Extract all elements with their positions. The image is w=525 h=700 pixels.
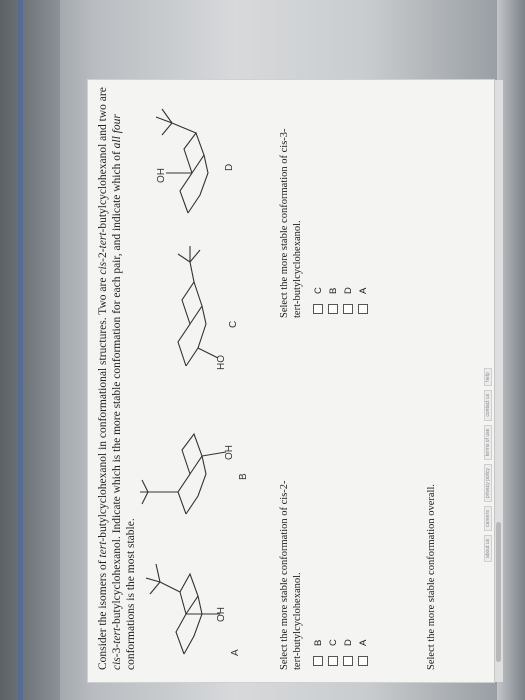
cis3-option[interactable]: A — [356, 118, 370, 318]
checkbox[interactable] — [313, 656, 323, 666]
footer-link[interactable]: privacy policy — [484, 464, 492, 502]
checkbox[interactable] — [328, 656, 338, 666]
checkbox[interactable] — [343, 656, 353, 666]
footer-link[interactable]: about us — [484, 535, 492, 562]
molecule-b — [140, 392, 249, 522]
molecule-label-d: D — [224, 163, 235, 171]
cis3-option[interactable]: C — [311, 118, 325, 318]
question-page — [88, 80, 494, 682]
checkbox[interactable] — [358, 304, 368, 314]
hydroxyl-label-d: OH — [156, 168, 167, 183]
cis2-option[interactable]: B — [311, 470, 325, 670]
molecule-d — [132, 87, 247, 227]
chair-structure-a — [146, 534, 236, 664]
cis2-option[interactable]: C — [326, 470, 340, 670]
horizontal-scrollbar[interactable] — [494, 80, 503, 682]
footer-link[interactable]: help — [484, 368, 492, 385]
select-cis3-prompt: Select the more stable conformation of cis-3-tert-butylcyclohexanol. — [279, 128, 303, 318]
cis3-option[interactable]: D — [341, 118, 355, 318]
footer-link[interactable]: terms of use — [484, 425, 492, 461]
footer-link[interactable]: careers — [484, 506, 492, 531]
hydroxyl-label-c: HO — [216, 355, 227, 370]
select-cis3-group — [278, 118, 370, 318]
checkbox[interactable] — [358, 656, 368, 666]
molecule-label-b: B — [238, 473, 249, 480]
footer-links — [484, 368, 492, 562]
select-cis2-group — [278, 470, 370, 670]
footer-link[interactable]: contact us — [484, 390, 492, 421]
cis2-option[interactable]: D — [341, 470, 355, 670]
checkbox[interactable] — [313, 304, 323, 314]
molecule-a — [146, 534, 241, 664]
checkbox[interactable] — [343, 304, 353, 314]
question-text: Consider the isomers of tert-butylcyclohexanol in conformational structures. Two are cis-2-tert-butylcyclohexanol and two are cis-3-tert-butylcyclohexanol. Indicate which is the more stable conformation for each pair, and indicate which of all four conformations is the most stable. — [97, 87, 137, 670]
molecule-label-c: C — [228, 320, 239, 328]
select-overall-prompt: Select the more stable conformation overall. — [426, 483, 437, 670]
hydroxyl-label-b: OH — [224, 445, 235, 460]
molecule-label-a: A — [230, 649, 241, 656]
cis2-option[interactable]: A — [356, 470, 370, 670]
hydroxyl-label-a: OH — [216, 607, 227, 622]
chair-structure-d — [132, 87, 242, 227]
checkbox[interactable] — [328, 304, 338, 314]
select-cis2-prompt: Select the more stable conformation of cis-2-tert-butylcyclohexanol. — [279, 480, 303, 670]
cis3-option[interactable]: B — [326, 118, 340, 318]
scrollbar-thumb[interactable] — [496, 522, 501, 662]
molecule-c — [150, 242, 245, 382]
